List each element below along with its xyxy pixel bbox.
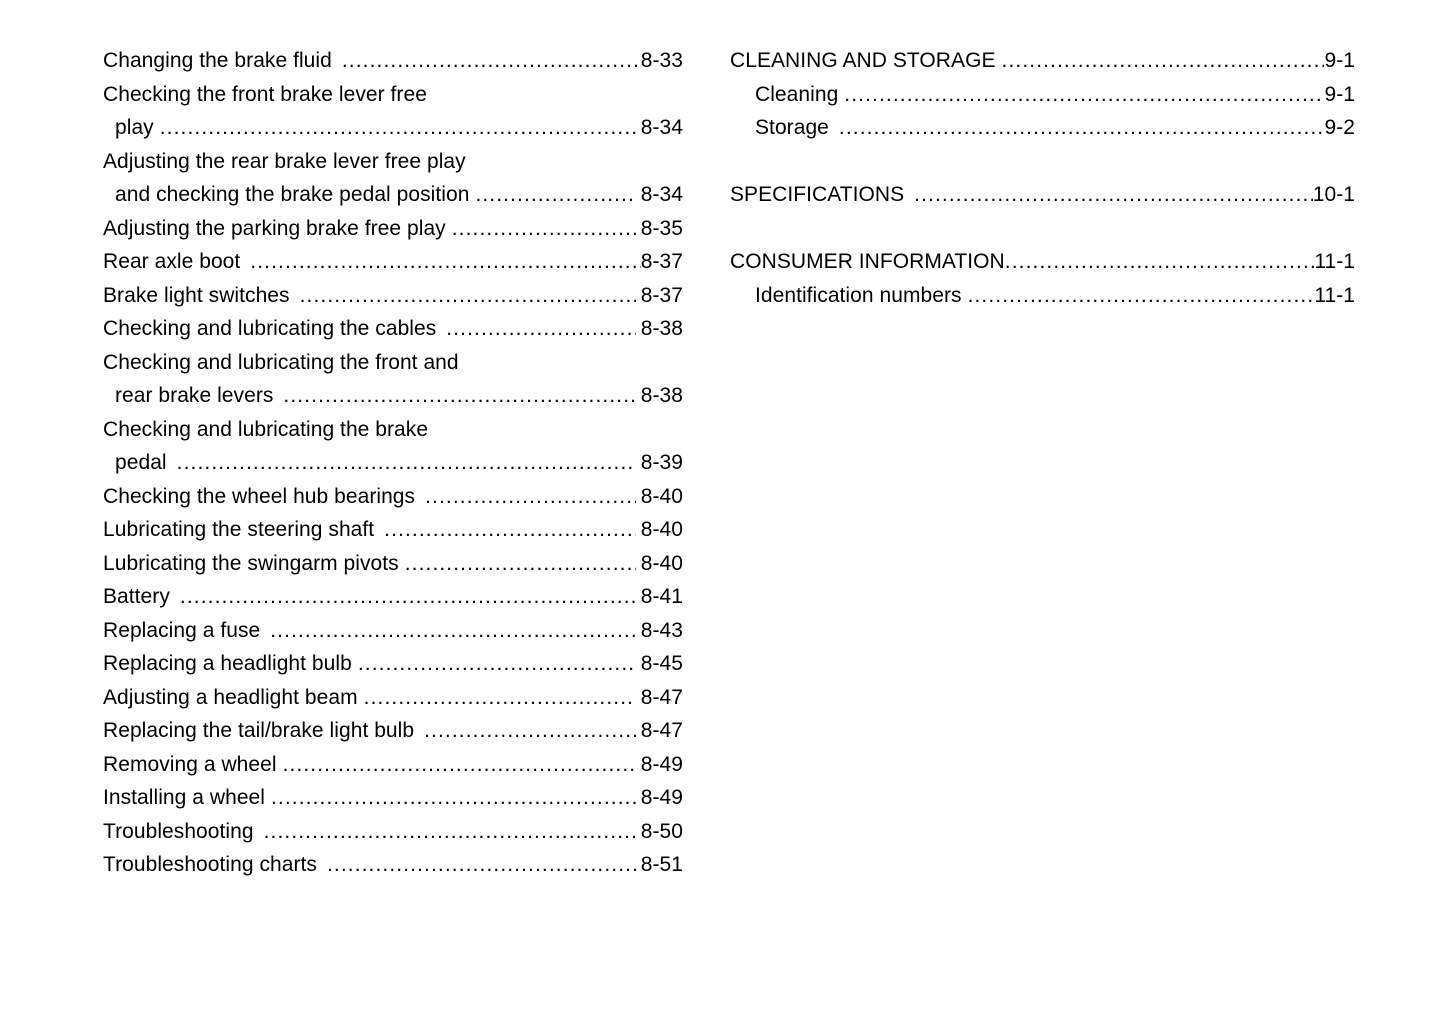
toc-entry-line (730, 245, 1355, 279)
toc-entry-label: Installing a wheel (103, 786, 265, 809)
toc-entry (103, 580, 683, 614)
toc-entry-line (103, 714, 683, 748)
toc-entry (103, 781, 683, 815)
dot-leader (300, 285, 636, 306)
toc-entry-page-number: 8-37 (640, 283, 683, 307)
toc-entry-line (755, 279, 1355, 313)
toc-entry-line (103, 547, 683, 581)
dot-leader (177, 452, 636, 473)
toc-entry-line (103, 647, 683, 681)
toc-entry-page-number: 8-40 (640, 551, 683, 575)
toc-entry-line (103, 815, 683, 849)
toc-entry (730, 245, 1355, 279)
section-spacer (730, 145, 1355, 179)
toc-entry-page-number: 8-40 (640, 518, 683, 541)
toc-entry-label: Rear axle boot (103, 250, 241, 273)
dot-leader (264, 821, 636, 842)
toc-entry-label: play (115, 116, 154, 139)
toc-entry-label: Replacing the tail/brake light bulb (103, 719, 415, 742)
toc-entry-line (103, 212, 683, 246)
toc-entry-line (730, 178, 1355, 212)
toc-entry (103, 379, 683, 413)
toc-entry-line (103, 748, 683, 782)
toc-entry-label: Removing a wheel (103, 752, 277, 776)
dot-leader (270, 620, 636, 641)
toc-entry (103, 446, 683, 480)
toc-entry-line (103, 513, 683, 547)
toc-entry-line (103, 781, 683, 815)
toc-entry-label: Adjusting the parking brake free play (103, 216, 446, 240)
toc-entry-page-number: 8-49 (640, 786, 683, 809)
toc-entry-page-number: 11-1 (1314, 250, 1355, 273)
dot-leader (327, 854, 641, 875)
toc-entry-line (103, 480, 683, 514)
toc-entry-label: rear brake levers (115, 384, 274, 407)
toc-entry-label: Changing the brake fluid (103, 49, 332, 72)
toc-entry (103, 614, 683, 648)
dot-leader (968, 285, 1315, 306)
toc-entry-page-number: 8-39 (640, 451, 683, 474)
toc-entry-page-number: 8-38 (640, 384, 683, 407)
toc-entry (103, 279, 683, 313)
toc-entry-page-number: 8-49 (640, 752, 683, 776)
toc-entry-label: Lubricating the steering shaft (103, 518, 375, 541)
toc-entry (103, 312, 683, 346)
dot-leader (425, 486, 636, 507)
toc-entry-line (103, 279, 683, 313)
toc-entry-label: SPECIFICATIONS (730, 183, 905, 206)
dot-leader (283, 385, 635, 406)
toc-entry (730, 111, 1355, 145)
toc-entry-page-number: 9-1 (1324, 82, 1355, 106)
toc-entry-line (103, 848, 683, 882)
toc-entry-page-number: 8-47 (640, 685, 683, 709)
toc-entry-label: Identification numbers (755, 283, 962, 307)
toc-entry-line (103, 245, 683, 279)
toc-entry-page-number: 8-45 (640, 652, 683, 675)
toc-entry-line (103, 681, 683, 715)
toc-entry-page-number: 8-50 (640, 819, 683, 843)
toc-entry-label: Storage (755, 116, 829, 139)
toc-entry-label: Brake light switches (103, 283, 290, 307)
dot-leader (342, 50, 641, 71)
dot-leader (1002, 50, 1325, 71)
toc-entry-label: Replacing a fuse (103, 618, 261, 642)
toc-entry-page-number: 8-34 (640, 183, 683, 206)
dot-leader (160, 117, 636, 138)
toc-entry-label: Lubricating the swingarm pivots (103, 551, 399, 575)
toc-entry-line (103, 580, 683, 614)
toc-entry-label: Checking the wheel hub bearings (103, 484, 416, 508)
toc-columns (0, 44, 1445, 882)
toc-entry (103, 178, 683, 212)
toc-entry-page-number: 9-1 (1324, 49, 1355, 72)
dot-leader (452, 218, 636, 239)
toc-right-column (683, 44, 1445, 312)
toc-entry (730, 178, 1355, 212)
dot-leader (839, 117, 1325, 138)
dot-leader (844, 84, 1324, 105)
toc-entry-page-number: 8-33 (640, 49, 683, 72)
toc-entry-page-number: 8-38 (640, 317, 683, 340)
toc-entry-label: Troubleshooting (103, 819, 254, 843)
toc-entry (103, 647, 683, 681)
toc-entry (103, 212, 683, 246)
dot-leader (424, 720, 636, 741)
toc-entry-line (115, 446, 683, 480)
dot-leader (475, 184, 635, 205)
toc-entry-label: CONSUMER INFORMATION (730, 250, 1005, 273)
dot-leader (446, 318, 635, 339)
toc-entry (103, 44, 683, 78)
section-spacer (730, 212, 1355, 246)
toc-entry (103, 547, 683, 581)
toc-entry-text: Checking and lubricating the brake (103, 417, 429, 441)
toc-entry-line (115, 178, 683, 212)
dot-leader (1005, 251, 1315, 272)
toc-entry-page-number: 8-40 (640, 484, 683, 508)
toc-entry-line (755, 78, 1355, 112)
toc-entry-page-number: 8-47 (640, 719, 683, 742)
toc-entry (103, 714, 683, 748)
toc-entry (730, 44, 1355, 78)
toc-entry (730, 279, 1355, 313)
toc-entry-line (103, 312, 683, 346)
toc-entry-label: Cleaning (755, 82, 839, 106)
toc-entry-label: Battery (103, 585, 170, 608)
dot-leader (384, 519, 636, 540)
toc-entry (103, 815, 683, 849)
toc-entry-line (115, 379, 683, 413)
toc-entry (103, 245, 683, 279)
toc-entry-page-number: 10-1 (1312, 183, 1355, 206)
toc-entry-page-number: 8-51 (640, 853, 683, 876)
toc-entry-label: Adjusting a headlight beam (103, 685, 358, 709)
toc-entry-label: pedal (115, 451, 167, 474)
toc-entry-line (103, 44, 683, 78)
toc-entry-page-number: 8-41 (640, 585, 683, 608)
dot-leader (358, 653, 636, 674)
dot-leader (271, 787, 636, 808)
toc-entry (103, 513, 683, 547)
toc-entry (103, 480, 683, 514)
toc-entry (103, 848, 683, 882)
toc-entry (730, 78, 1355, 112)
toc-entry-label: Troubleshooting charts (103, 853, 317, 876)
toc-entry (103, 681, 683, 715)
toc-entry-page-number: 8-43 (640, 618, 683, 642)
toc-entry-line (103, 614, 683, 648)
toc-entry-label: Replacing a headlight bulb (103, 652, 352, 675)
toc-entry-line (755, 111, 1355, 145)
toc-entry-page-number: 8-34 (640, 116, 683, 139)
toc-entry-text: Adjusting the rear brake lever free play (103, 149, 466, 173)
dot-leader (283, 754, 636, 775)
toc-entry-label: Checking and lubricating the cables (103, 317, 437, 340)
toc-entry-text: Checking the front brake lever free (103, 82, 427, 106)
toc-entry-page-number: 9-2 (1324, 116, 1355, 139)
dot-leader (914, 184, 1313, 205)
dot-leader (364, 687, 636, 708)
dot-leader (250, 251, 640, 272)
toc-entry-line (730, 44, 1355, 78)
toc-entry-label: CLEANING AND STORAGE (730, 49, 996, 72)
toc-entry-page-number: 8-35 (640, 216, 683, 240)
toc-left-column (0, 44, 683, 882)
toc-entry (103, 111, 683, 145)
toc-entry-label: and checking the brake pedal position (115, 183, 470, 206)
toc-entry-page-number: 11-1 (1314, 283, 1355, 307)
toc-entry-line (115, 111, 683, 145)
dot-leader (405, 553, 636, 574)
toc-entry (103, 748, 683, 782)
dot-leader (180, 586, 636, 607)
toc-entry-page-number: 8-37 (640, 250, 683, 273)
toc-entry-text: Checking and lubricating the front and (103, 350, 459, 374)
